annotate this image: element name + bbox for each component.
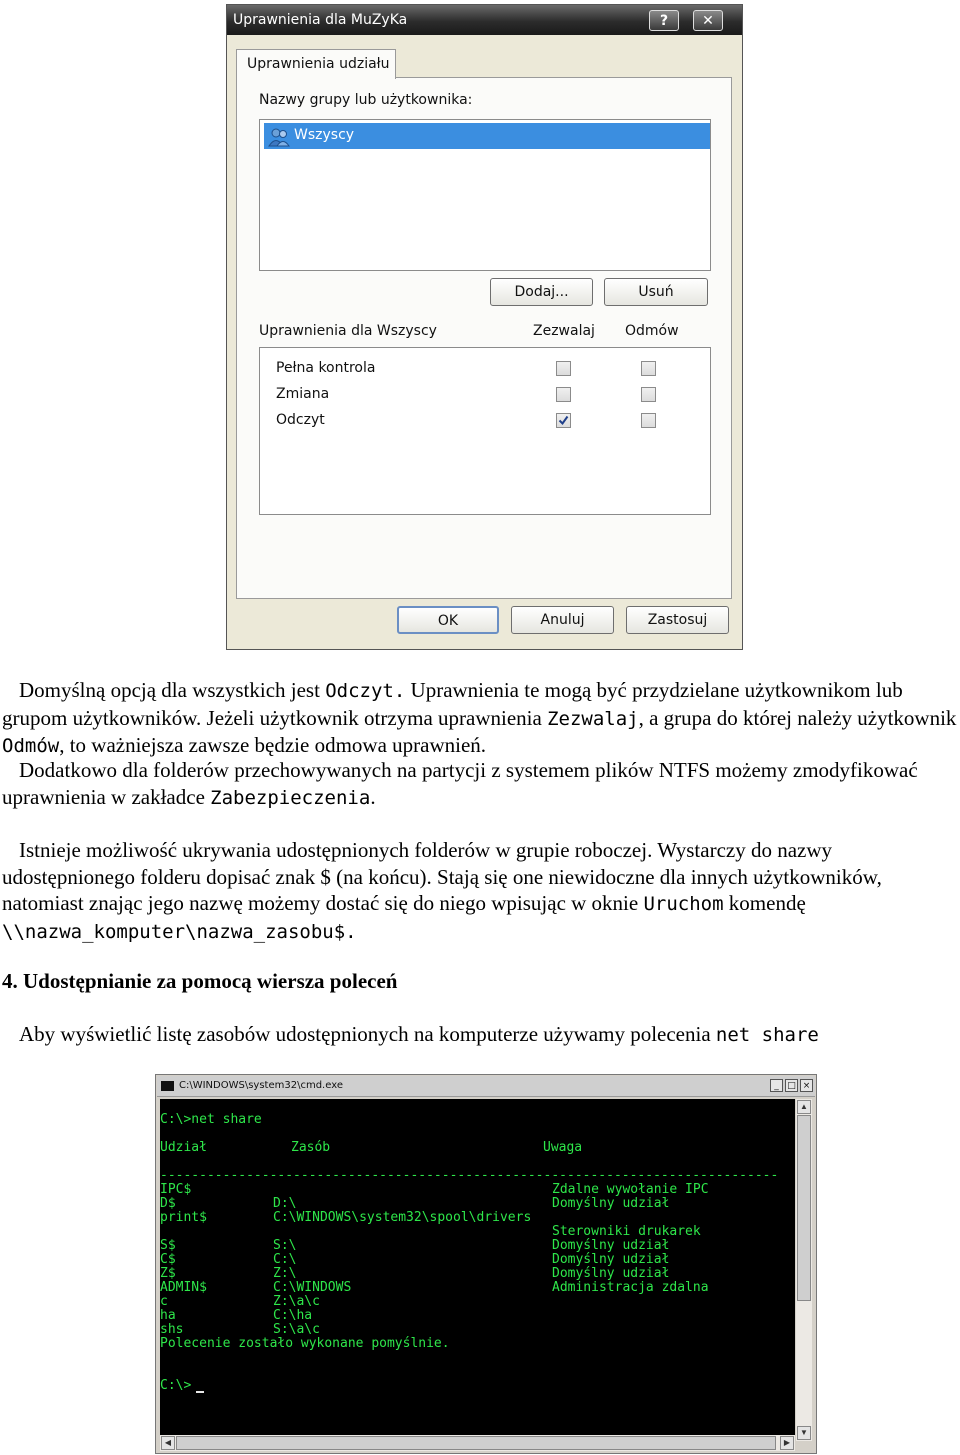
tab-share-permissions[interactable] [236,49,396,79]
horizontal-scroll-thumb[interactable] [176,1436,776,1450]
dialog-title: Uprawnienia dla MuZyKa [233,12,408,28]
groups-listbox[interactable] [259,119,711,271]
share-name: ha [160,1308,176,1323]
allow-full-control-checkbox[interactable] [556,361,571,376]
share-name: IPC$ [160,1182,192,1197]
column-header-note: Uwaga [543,1140,583,1155]
code-net-share: net share [715,1024,819,1046]
ok-button[interactable]: OK [397,606,499,634]
text: Domyślną opcją dla wszystkich jest [19,678,326,702]
code-deny: Odmów [2,735,60,757]
text: Istnieje możliwość ukrywania udostępnionych folderów w grupie roboczej. Wystarczy do nazwy udostępnionego folderu dopisać znak $ (na końcu). Stają się one niewidoczne dla innych użytkowników, natomiast znając jego nazwę możemy dostać się do niego wpisując w oknie [2,838,882,915]
console-icon [161,1081,174,1091]
share-name: ADMIN$ [160,1280,207,1295]
share-name: Z$ [160,1266,176,1281]
close-button[interactable]: ✕ [693,10,723,31]
text-cursor [196,1391,204,1393]
deny-read-checkbox[interactable] [641,413,656,428]
paragraph-hidden-shares [2,837,960,945]
share-resource: C:\WINDOWS\system32\spool\drivers [273,1210,532,1225]
share-name: S$ [160,1238,176,1253]
console-close-button[interactable]: × [800,1079,813,1092]
maximize-button[interactable]: □ [785,1079,798,1092]
console-success-line: Polecenie zostało wykonane pomyślnie. [160,1336,450,1351]
checkmark-icon [558,415,569,426]
share-note: Administracja zdalna [552,1280,709,1295]
minimize-button[interactable]: _ [770,1079,783,1092]
remove-button[interactable]: Usuń [604,278,708,306]
share-resource: C:\ [273,1252,297,1267]
list-item-everyone[interactable] [264,123,710,149]
permissions-label: Uprawnienia dla Wszyscy [259,323,437,339]
console-window [155,1074,817,1454]
text: , to ważniejsza zawsze będzie odmowa uprawnień. [59,733,487,757]
paragraph-net-share [2,1021,960,1049]
console-title-bar [157,1076,815,1097]
cancel-button[interactable]: Anuluj [511,606,614,634]
share-resource: S:\ [273,1238,297,1253]
share-resource: D:\ [273,1196,297,1211]
console-separator: ------------------------------------------------------------------------------- [160,1169,779,1183]
text: . [370,784,376,809]
console-prompt: C:\> [160,1378,192,1393]
share-note: Domyślny udział [552,1252,670,1267]
permission-name: Pełna kontrola [276,360,376,376]
share-resource: C:\ha [273,1308,313,1323]
scroll-down-icon[interactable]: ▼ [797,1426,811,1440]
share-note: Domyślny udział [552,1266,670,1281]
text: komendę [723,891,806,915]
console-line: C:\>net share [160,1112,262,1127]
share-name: shs [160,1322,184,1337]
paragraph-ntfs [2,757,960,811]
allow-change-checkbox[interactable] [556,387,571,402]
code-read: Odczyt. [325,680,406,702]
apply-button[interactable]: Zastosuj [626,606,729,634]
share-resource: C:\WINDOWS [273,1280,352,1295]
column-header-resource: Zasób [291,1140,331,1155]
tab-label: Uprawnienia udziału [247,56,390,72]
scroll-left-icon[interactable]: ◀ [161,1436,175,1450]
text: , a grupa do której należy użytkownik [638,705,957,730]
code-run: Uruchom [643,893,724,915]
horizontal-scrollbar[interactable] [160,1435,795,1451]
groups-label: Nazwy grupy lub użytkownika: [259,92,473,108]
console-output[interactable] [160,1099,795,1441]
allow-read-checkbox[interactable] [556,413,571,428]
share-resource: Z:\ [273,1266,297,1281]
vertical-scrollbar[interactable] [796,1099,812,1441]
allow-header: Zezwalaj [533,323,595,339]
share-name: print$ [160,1210,207,1225]
dialog-title-bar [227,5,742,35]
permissions-list [259,347,711,515]
text: Dodatkowo dla folderów przechowywanych na partycji z systemem plików NTFS możemy zmodyfikować uprawnienia w zakładce [2,758,918,809]
user-group-icon [268,126,290,148]
help-button[interactable]: ? [649,10,679,31]
paragraph-default-permissions [2,677,960,760]
add-button[interactable]: Dodaj... [490,278,593,306]
share-note: Sterowniki drukarek [552,1224,701,1239]
deny-full-control-checkbox[interactable] [641,361,656,376]
share-name: c [160,1294,168,1309]
text: Uprawnienia te mogą być przydzielane użytkownikom lub grupom użytkowników. Jeżeli użytkownik otrzyma uprawnienia [2,678,903,730]
share-resource: Z:\a\c [273,1294,320,1309]
scroll-right-icon[interactable]: ▶ [780,1436,794,1450]
share-resource: S:\a\c [273,1322,320,1337]
deny-header: Odmów [625,323,679,339]
scroll-up-icon[interactable]: ▲ [797,1100,811,1114]
vertical-scroll-thumb[interactable] [797,1115,811,1301]
share-note: Domyślny udział [552,1238,670,1253]
share-name: D$ [160,1196,176,1211]
code-security: Zabezpieczenia [210,786,371,809]
column-header-share: Udział [160,1140,207,1155]
list-item-label: Wszyscy [294,127,355,143]
code-allow: Zezwalaj [547,707,639,730]
share-note: Domyślny udział [552,1196,670,1211]
share-name: C$ [160,1252,176,1267]
section-heading: 4. Udostępnianie za pomocą wiersza poleceń [2,969,398,993]
permissions-dialog [226,4,743,650]
console-title: C:\WINDOWS\system32\cmd.exe [179,1080,343,1091]
permission-name: Zmiana [276,386,330,402]
text: Aby wyświetlić listę zasobów udostępnionych na komputerze używamy polecenia [19,1022,716,1046]
code-share-path: \\nazwa_komputer\nazwa_zasobu$. [2,920,357,943]
share-note: Zdalne wywołanie IPC [552,1182,709,1197]
deny-change-checkbox[interactable] [641,387,656,402]
permission-name: Odczyt [276,412,325,428]
